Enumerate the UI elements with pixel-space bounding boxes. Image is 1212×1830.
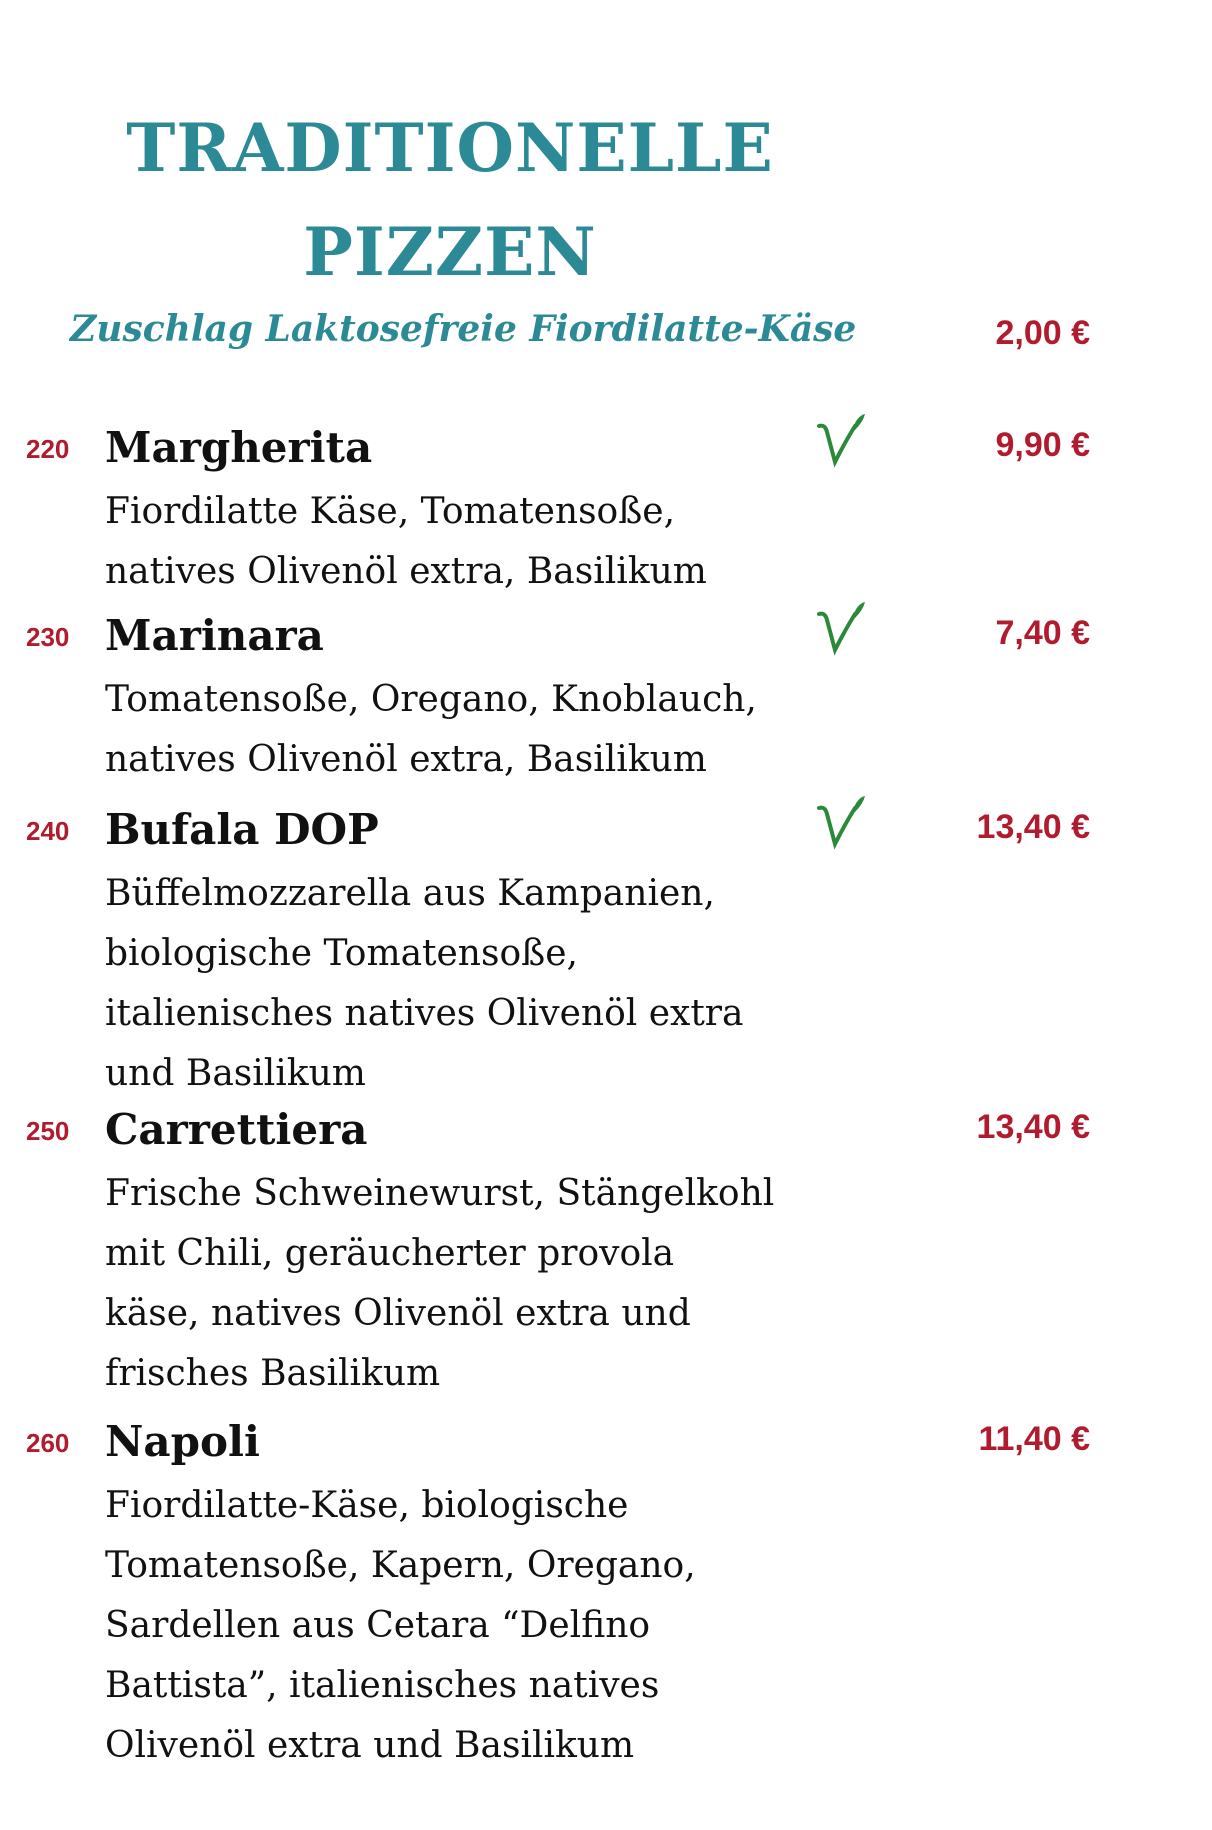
item-price: 11,40 € bbox=[978, 1420, 1090, 1458]
menu-title-line2: PIZZEN bbox=[303, 213, 597, 291]
item-number: 260 bbox=[26, 1428, 70, 1458]
description-line: mit Chili, geräucherter provola bbox=[105, 1233, 675, 1274]
item-description bbox=[105, 864, 805, 1104]
description-line: käse, natives Olivenöl extra und bbox=[105, 1293, 691, 1334]
item-description bbox=[105, 1164, 805, 1404]
item-name: Napoli bbox=[105, 1417, 260, 1466]
vegan-v-icon bbox=[815, 412, 867, 472]
description-line: Sardellen aus Cetara “Delfino bbox=[105, 1605, 651, 1646]
vegan-v-icon bbox=[815, 600, 867, 660]
item-number: 220 bbox=[26, 434, 70, 464]
description-line: Fiordilatte-Käse, biologische bbox=[105, 1485, 629, 1526]
item-name: Margherita bbox=[105, 423, 373, 472]
item-price: 9,90 € bbox=[995, 426, 1090, 464]
item-number: 240 bbox=[26, 816, 70, 846]
description-line: und Basilikum bbox=[105, 1053, 366, 1094]
description-line: Frische Schweinewurst, Stängelkohl bbox=[105, 1173, 775, 1214]
description-line: italienisches natives Olivenöl extra bbox=[105, 993, 744, 1034]
description-line: Tomatensoße, Oregano, Knoblauch, bbox=[105, 679, 757, 720]
description-line: Battista”, italienisches natives bbox=[105, 1665, 660, 1706]
item-description bbox=[105, 482, 805, 602]
menu-title-line1: TRADITIONELLE bbox=[126, 109, 774, 187]
item-description bbox=[105, 670, 805, 790]
surcharge-label: Zuschlag Laktosefreie Fiordilatte-Käse bbox=[70, 308, 857, 350]
item-name: Carrettiera bbox=[105, 1105, 368, 1154]
description-line: frisches Basilikum bbox=[105, 1353, 441, 1394]
description-line: Büffelmozzarella aus Kampanien, bbox=[105, 873, 715, 914]
surcharge-price: 2,00 € bbox=[995, 314, 1090, 352]
item-price: 13,40 € bbox=[976, 808, 1090, 846]
item-price: 7,40 € bbox=[995, 614, 1090, 652]
item-price: 13,40 € bbox=[976, 1108, 1090, 1146]
description-line: Fiordilatte Käse, Tomatensoße, bbox=[105, 491, 676, 532]
vegan-v-icon bbox=[815, 794, 867, 854]
description-line: Olivenöl extra und Basilikum bbox=[105, 1725, 635, 1766]
description-line: natives Olivenöl extra, Basilikum bbox=[105, 551, 707, 592]
item-number: 250 bbox=[26, 1116, 70, 1146]
item-name: Marinara bbox=[105, 611, 324, 660]
item-name: Bufala DOP bbox=[105, 805, 379, 854]
item-description bbox=[105, 1476, 805, 1776]
description-line: natives Olivenöl extra, Basilikum bbox=[105, 739, 707, 780]
item-number: 230 bbox=[26, 622, 70, 652]
description-line: Tomatensoße, Kapern, Oregano, bbox=[105, 1545, 696, 1586]
description-line: biologische Tomatensoße, bbox=[105, 933, 578, 974]
